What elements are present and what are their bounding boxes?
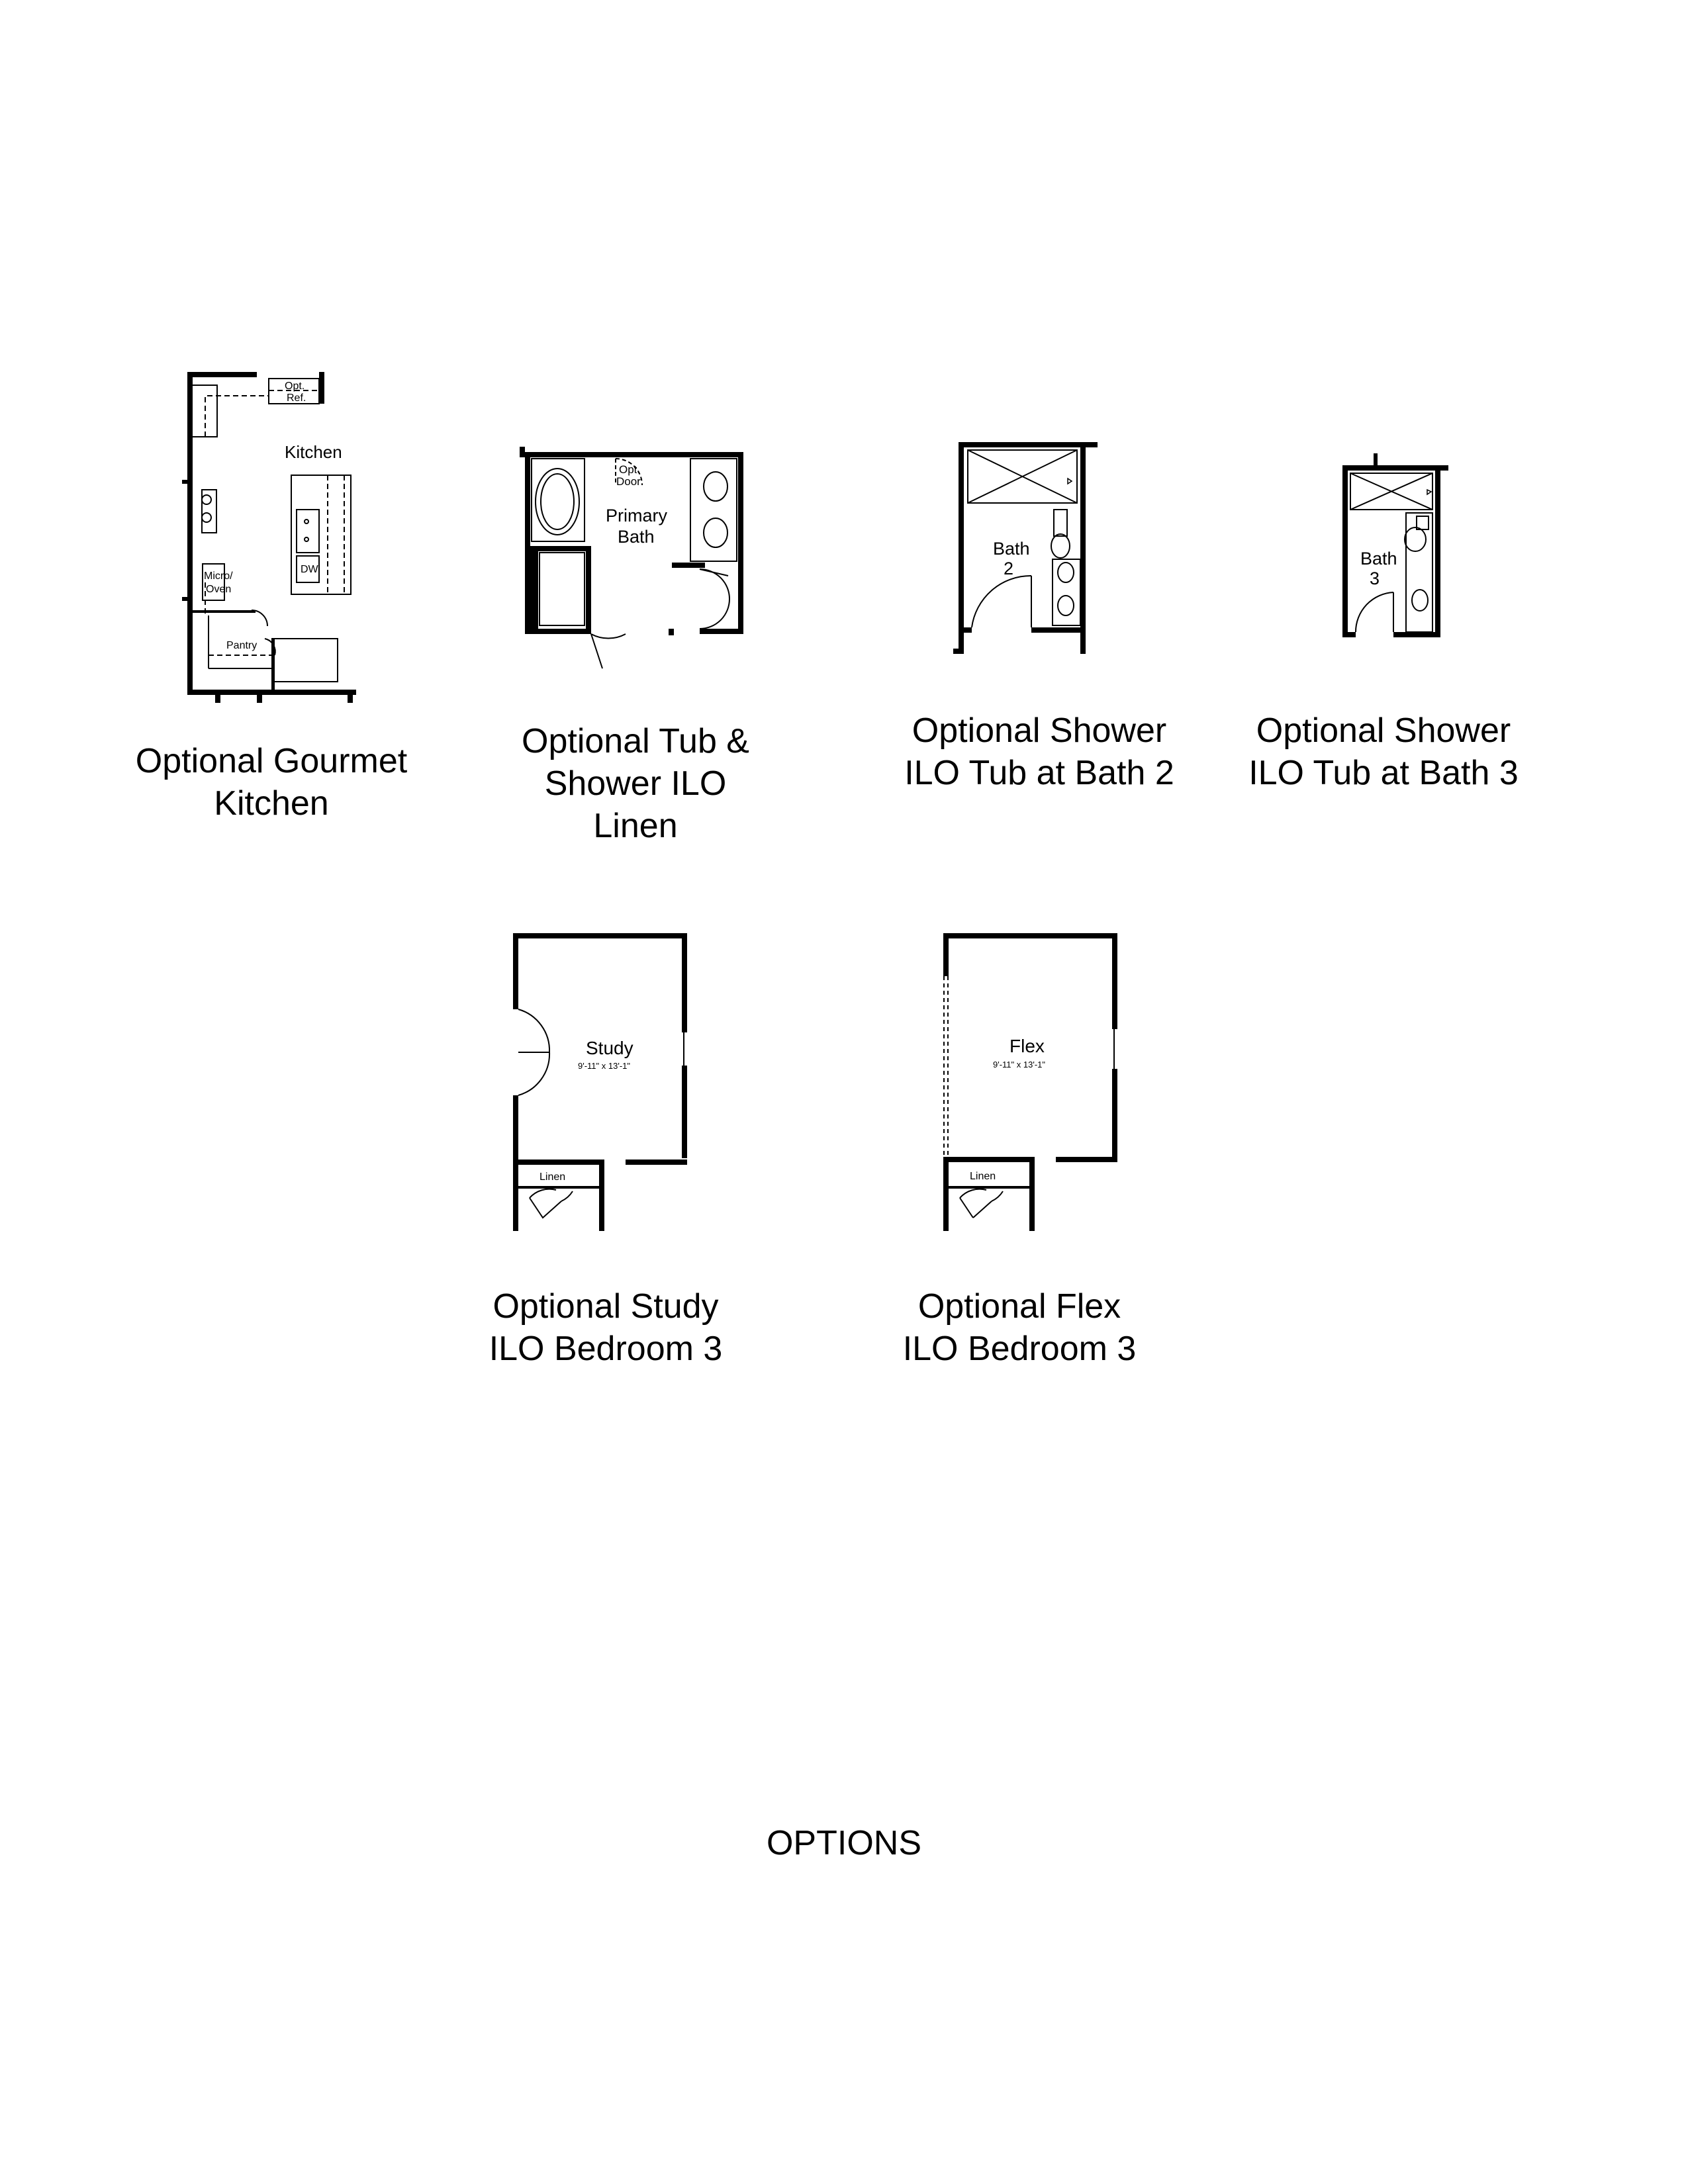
- study-plan: [510, 927, 692, 1231]
- bath2-plan: [953, 437, 1099, 655]
- caption-line: Optional Flex: [917, 1287, 1121, 1326]
- study-caption: [440, 1285, 771, 1370]
- caption-line: Optional Study: [492, 1287, 719, 1326]
- linen-label: Linen: [970, 1171, 996, 1182]
- opt-door-label: Opt.: [619, 463, 641, 476]
- caption-line: ILO Tub at Bath 2: [904, 754, 1174, 792]
- primary-bath-label: Primary: [606, 506, 667, 525]
- kitchen-caption: [106, 740, 437, 825]
- caption-line: Linen: [593, 807, 678, 845]
- opt-ref-label-2: Ref.: [287, 392, 306, 404]
- micro-oven-label-2: Oven: [206, 584, 232, 595]
- tub-shower-caption: [470, 720, 801, 847]
- flex-dims: 9'-11" x 13'-1": [993, 1060, 1045, 1069]
- pantry-label: Pantry: [226, 640, 258, 651]
- caption-line: Optional Gourmet: [135, 742, 408, 780]
- opt-door-label-2: Door: [616, 475, 641, 488]
- flex-caption: [854, 1285, 1185, 1370]
- caption-line: Optional Shower: [1256, 711, 1511, 750]
- caption-line: ILO Bedroom 3: [489, 1330, 723, 1368]
- bath3-caption: [1218, 709, 1549, 794]
- options-footer: OPTIONS: [766, 1824, 922, 1862]
- tub-shower-plan: [520, 447, 745, 678]
- study-dims: 9'-11" x 13'-1": [578, 1061, 630, 1071]
- caption-line: Optional Tub &: [522, 722, 749, 760]
- bath3-label-2: 3: [1370, 569, 1380, 588]
- caption-line: Shower ILO: [544, 764, 727, 803]
- micro-oven-label: Micro/: [204, 570, 233, 582]
- caption-line: ILO Tub at Bath 3: [1248, 754, 1519, 792]
- caption-line: Kitchen: [214, 784, 329, 823]
- bath3-label: Bath: [1360, 549, 1397, 569]
- opt-ref-label: Opt.: [285, 381, 305, 392]
- flex-plan: [940, 927, 1122, 1231]
- bath2-caption: [874, 709, 1205, 794]
- kitchen-label: Kitchen: [285, 442, 342, 462]
- caption-line: Optional Shower: [912, 711, 1167, 750]
- bath3-plan: [1337, 453, 1450, 652]
- kitchen-plan: [179, 364, 364, 708]
- flex-label: Flex: [1009, 1036, 1045, 1056]
- primary-bath-label-2: Bath: [618, 527, 655, 547]
- bath2-label: Bath: [993, 539, 1030, 559]
- linen-label: Linen: [539, 1171, 566, 1183]
- dw-label: DW: [301, 564, 318, 575]
- study-label: Study: [586, 1038, 633, 1058]
- bath2-label-2: 2: [1004, 559, 1014, 578]
- caption-line: ILO Bedroom 3: [902, 1330, 1137, 1368]
